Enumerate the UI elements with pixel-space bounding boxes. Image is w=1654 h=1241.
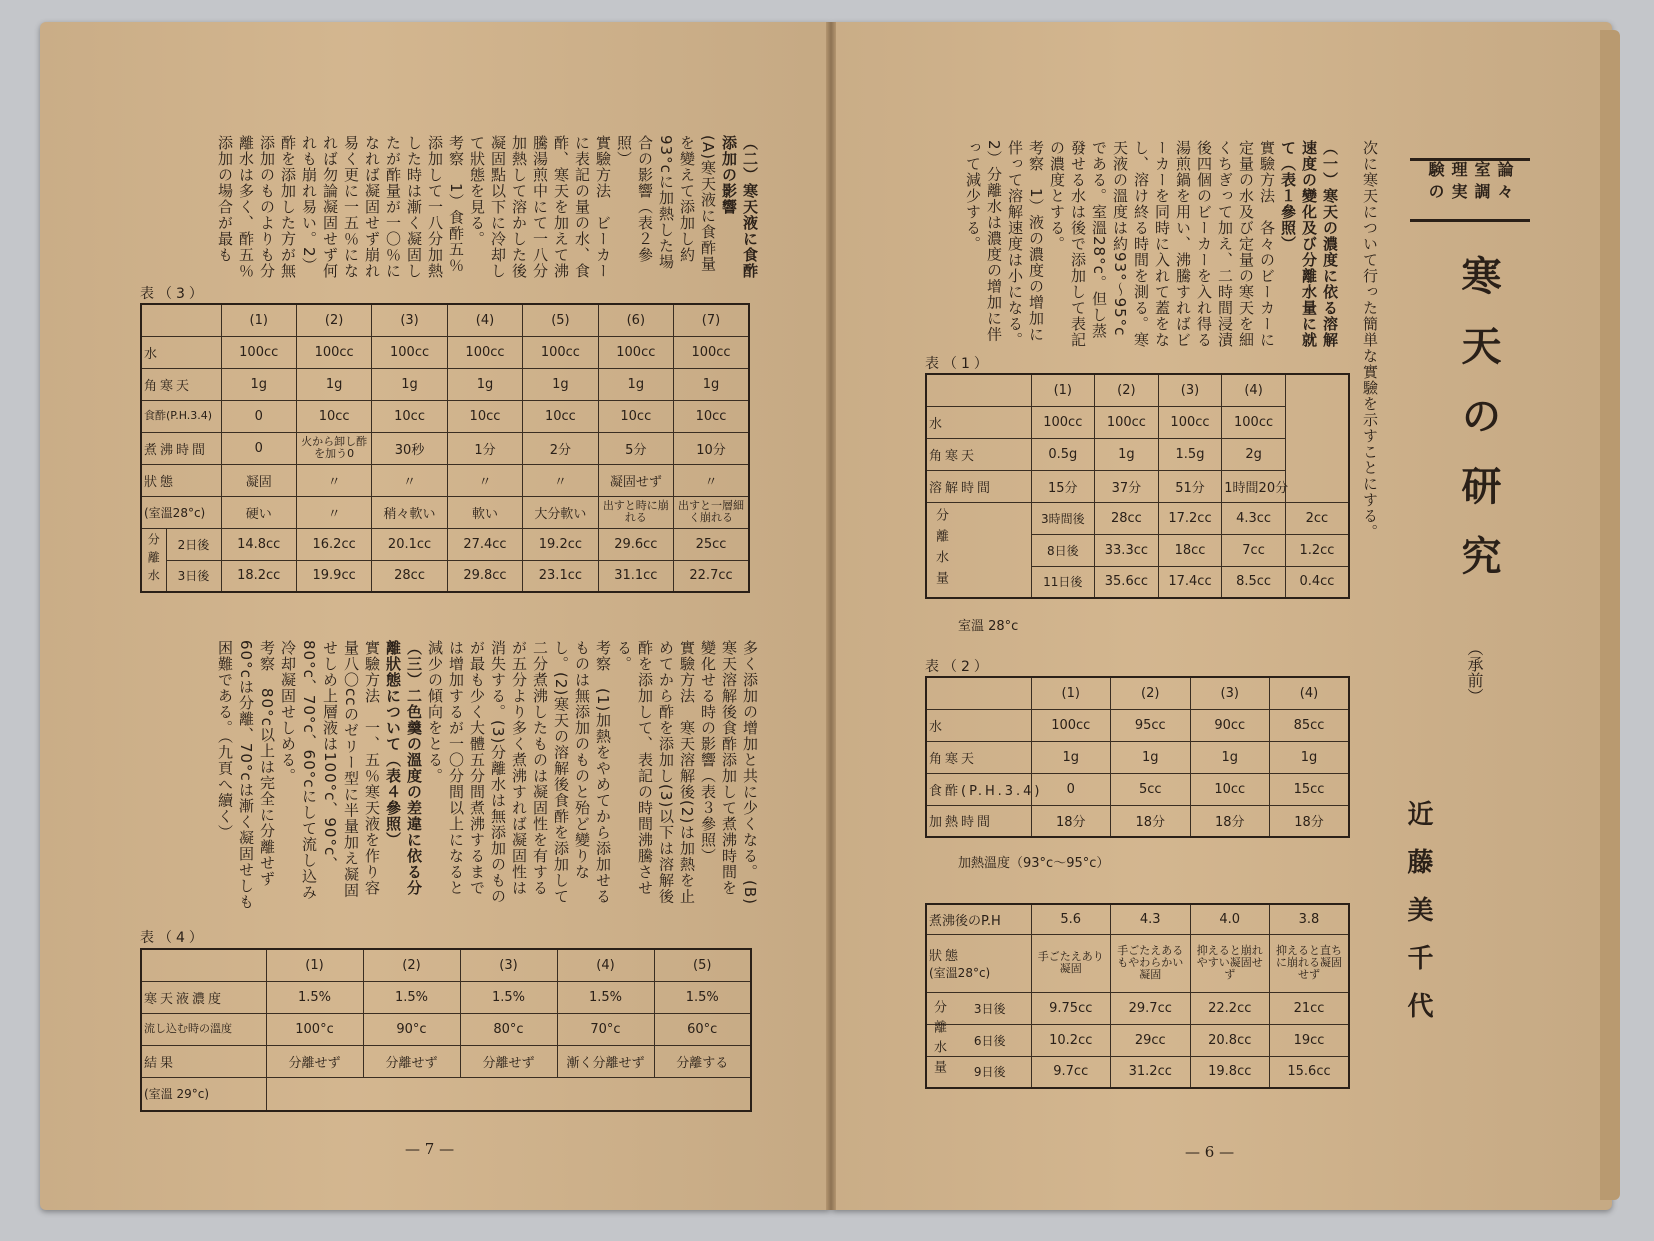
row-sublabel: 6日後 <box>973 1033 1006 1048</box>
table-cell: 37分 <box>1095 470 1159 502</box>
column-header: (3) <box>1158 374 1222 406</box>
table-cell: 手ごたえあり凝固 <box>1031 934 1111 992</box>
column-header: (4) <box>1222 374 1286 406</box>
table-cell: 31.1cc <box>598 560 673 592</box>
table-cell: 2cc <box>1285 502 1349 534</box>
table-cell: 21cc <box>1270 992 1350 1024</box>
table-cell: 1g <box>1031 741 1111 773</box>
table-cell: 抑えると崩れやすい凝固せず <box>1190 934 1270 992</box>
table-row <box>926 1024 1349 1056</box>
table-cell: 10cc <box>447 400 522 432</box>
table-cell: 出すと時に崩れる <box>598 496 673 528</box>
table-cell: 1g <box>1270 741 1350 773</box>
row-label: 流し込む時の溫度 <box>141 1013 266 1045</box>
table-cell: 100cc <box>296 336 371 368</box>
section2-intro: (A)寒天液に食酢量を變えて添加し約93°cに加熱した場合の影響（表２參照） <box>615 135 717 272</box>
column-header: (4) <box>1270 677 1350 709</box>
row-label: 加熱時間 <box>926 805 1031 837</box>
table-row <box>926 470 1349 502</box>
row-label: 水 <box>926 709 1031 741</box>
table-cell: 100cc <box>1158 406 1222 438</box>
table-row <box>141 1077 751 1111</box>
table-cell: 18cc <box>1158 534 1222 566</box>
column-header: (3) <box>460 949 557 981</box>
table-row <box>926 773 1349 805</box>
table-cell: 1.5% <box>363 981 460 1013</box>
table-cell: 18分 <box>1111 805 1191 837</box>
table-cell: 硬い <box>221 496 296 528</box>
table-cell: 100cc <box>447 336 522 368</box>
table-cell: 4.3 <box>1111 904 1191 934</box>
table-cell: 25cc <box>674 528 749 560</box>
table-cell: 10分 <box>674 432 749 464</box>
table-cell: 1.2cc <box>1285 534 1349 566</box>
column-header: (4) <box>447 304 522 336</box>
section1-text <box>920 140 1340 350</box>
table-cell: 凝固 <box>221 464 296 496</box>
table-cell: 15cc <box>1270 773 1350 805</box>
table-cell: 18分 <box>1270 805 1350 837</box>
table-cell: 10cc <box>674 400 749 432</box>
column-header: (2) <box>363 949 460 981</box>
row-label: 水 <box>141 336 221 368</box>
row-label: 角寒天 <box>926 438 1031 470</box>
section2-text <box>138 135 760 280</box>
table-cell: 10cc <box>372 400 447 432</box>
section3-observation: 考察 80°c以上は完全に分離せず60°cは分離、70°cは漸く凝固せしも困難である。（九頁へ續く） <box>216 640 276 910</box>
row-label: 角寒天 <box>926 741 1031 773</box>
table-cell: 17.2cc <box>1158 502 1222 534</box>
para-b-intro: 多く添加の增加と共に少くなる。(B)寒天溶解後食酢添加して煮沸時間を變化せる時の影響（表３參照） <box>699 640 759 905</box>
table-cell: 35.6cc <box>1095 566 1159 598</box>
table-cell: 19.9cc <box>296 560 371 592</box>
table-cell: 100cc <box>674 336 749 368</box>
table-cell: 0 <box>221 400 296 432</box>
table-cell: 1時間20分 <box>1222 470 1286 502</box>
row-label <box>926 502 1031 598</box>
table-cell: 10.2cc <box>1031 1024 1111 1056</box>
table-cell: 23.1cc <box>523 560 598 592</box>
row-label: 煮沸時間 <box>141 432 221 464</box>
table-row <box>141 368 749 400</box>
state-sublabel: (室溫28°c) <box>929 966 991 980</box>
table-row <box>926 934 1349 992</box>
table-row <box>141 336 749 368</box>
table-cell: 出すと一層細く崩れる <box>674 496 749 528</box>
column-header: (2) <box>1095 374 1159 406</box>
page-number-left: — 7 — <box>405 1140 455 1158</box>
table-cell: 〃 <box>447 464 522 496</box>
table-cell: 29.7cc <box>1111 992 1191 1024</box>
table-cell: 5.6 <box>1031 904 1111 934</box>
table-cell: 1.5g <box>1158 438 1222 470</box>
table-cell: 85cc <box>1270 709 1350 741</box>
page-number-right: — 6 — <box>1185 1143 1235 1161</box>
table-cell: 分離せず <box>363 1045 460 1077</box>
table-row <box>926 992 1349 1024</box>
author-name: 近藤美千代 <box>1403 800 1433 1040</box>
section3-method: 實驗方法 一、五％寒天液を作り容量八〇ccのゼリー型に半量加え凝固せしめ上層液は100°c、90°c、80°c、70°c、60°cにして流し込み冷却凝固せしめる。 <box>279 640 381 901</box>
table-row <box>141 1013 751 1045</box>
table-row <box>141 560 749 592</box>
book-gutter <box>826 22 836 1210</box>
state-label: 狀態 <box>929 949 962 964</box>
row-label: 溶解時間 <box>926 470 1031 502</box>
row-label: 寒天液濃度 <box>141 981 266 1013</box>
table-cell: 100cc <box>1222 406 1286 438</box>
table-cell: 1g <box>221 368 296 400</box>
table-row <box>141 1045 751 1077</box>
table-row <box>141 528 749 560</box>
table-cell: 2g <box>1222 438 1286 470</box>
row-label <box>926 934 1031 992</box>
column-header: (1) <box>221 304 296 336</box>
table-cell: 18.2cc <box>221 560 296 592</box>
table-cell: 100cc <box>1095 406 1159 438</box>
column-header: (2) <box>296 304 371 336</box>
column-header: (1) <box>266 949 363 981</box>
section1-heading: （一）寒天の濃度に依る溶解速度の變化及び分離水量に就て（表１參照） <box>1279 140 1339 348</box>
separation-label: 分離水量 <box>933 507 948 592</box>
table-cell: 19.8cc <box>1190 1056 1270 1088</box>
article-title: 寒天の研究 <box>1455 255 1501 605</box>
table-cell: 凝固せず <box>598 464 673 496</box>
table-row <box>926 904 1349 934</box>
para-b-method: 實驗方法 寒天溶解後(2)は加熱を止めてから酢を添加し(3)以下は溶解後酢を添加して、表記の時間沸騰させる。 <box>615 640 696 905</box>
table-cell: 1.5% <box>557 981 654 1013</box>
table-row <box>141 432 749 464</box>
table-cell: 100cc <box>1031 709 1111 741</box>
table1-note: 室溫 28°c <box>958 619 1019 634</box>
table-cell: 22.2cc <box>1190 992 1270 1024</box>
row-label: 食酢(P.H.3.4) <box>926 773 1031 805</box>
table-row <box>926 406 1349 438</box>
table-row <box>926 741 1349 773</box>
table-cell: 70°c <box>557 1013 654 1045</box>
table-cell: 90cc <box>1190 709 1270 741</box>
table-cell: 20.8cc <box>1190 1024 1270 1056</box>
row-sublabel: 8日後 <box>1031 534 1095 566</box>
row-sublabel: 3時間後 <box>1031 502 1095 534</box>
table-cell: 10cc <box>598 400 673 432</box>
table2-caption: 表（2） <box>925 659 992 675</box>
table-cell: 18分 <box>1031 805 1111 837</box>
table-cell: 1.5% <box>654 981 751 1013</box>
table-cell: 1g <box>447 368 522 400</box>
table-cell: 100cc <box>598 336 673 368</box>
table2-note: 加熱溫度（93°c〜95°c） <box>958 856 1110 871</box>
column-header: (5) <box>654 949 751 981</box>
table-cell: 1g <box>1111 741 1191 773</box>
table-cell: 火から卸し酢を加う0 <box>296 432 371 464</box>
table-cell: 10cc <box>523 400 598 432</box>
table-row <box>926 709 1349 741</box>
table-cell: 分離せず <box>460 1045 557 1077</box>
intro-text: 次に寒天について行った簡単な實驗を示すことにする。 <box>1361 140 1379 540</box>
table-cell: 28cc <box>372 560 447 592</box>
table-row <box>926 1056 1349 1088</box>
column-header <box>926 677 1031 709</box>
column-header: (1) <box>1031 374 1095 406</box>
table-cell: 90°c <box>363 1013 460 1045</box>
table-cell: 0 <box>221 432 296 464</box>
column-header <box>141 304 221 336</box>
row-label: 角寒天 <box>141 368 221 400</box>
table-cell: 100cc <box>1031 406 1095 438</box>
table-row <box>141 496 749 528</box>
table-cell: 〃 <box>296 464 371 496</box>
table-row <box>141 464 749 496</box>
table-cell: 1g <box>523 368 598 400</box>
section3-text <box>138 640 760 910</box>
table-cell: 1g <box>1095 438 1159 470</box>
series-label: 論々室調理実験の <box>1410 158 1530 222</box>
row-sublabel: 11日後 <box>1031 566 1095 598</box>
table-cell: 1g <box>674 368 749 400</box>
table4 <box>140 948 752 1112</box>
table-cell: 4.0 <box>1190 904 1270 934</box>
section2-observation: 考察 1）食酢五％添加して一八分加熱した時は漸く凝固したが酢量が一〇％になれば凝固せず崩れ易く更に一五％になれば勿論凝固せず何れも崩れ易い。2）酢を添加した方が無添加のものよりも分離水は多く、酢五％添加の場合が最も <box>216 135 465 279</box>
table-cell: 9.7cc <box>1031 1056 1111 1088</box>
section3-heading: （三）二色羹の溫度の差違に依る分離狀態について（表４參照） <box>384 640 423 896</box>
table-cell: 4.3cc <box>1222 502 1286 534</box>
table-row <box>926 677 1349 709</box>
row-label: 結果 <box>141 1045 266 1077</box>
section1-method: 實驗方法 各々のビーカーに定量の水及び定量の寒天を細くちぎって加え、二時間浸漬後四個のビーカーを入れ得る湯煎鍋を用い、沸騰すればビーカーを同時に入れて蓋をなし、溶け終る時間を測る。寒天液の溫度は約93°〜95°cである。室溫28°c。但し蒸發せる水は後で添加して表記の濃度とする。 <box>1048 140 1276 348</box>
page-edge <box>1600 30 1620 1200</box>
table-cell: 27.4cc <box>447 528 522 560</box>
table-cell: 15.6cc <box>1270 1056 1350 1088</box>
table-cell: 30秒 <box>372 432 447 464</box>
table-cell: 分離する <box>654 1045 751 1077</box>
table-cell: 1g <box>296 368 371 400</box>
row-sublabel: 9日後 <box>973 1065 1006 1080</box>
table-cell: 手ごたえあるもやわらかい凝固 <box>1111 934 1191 992</box>
table-cell: 22.7cc <box>674 560 749 592</box>
table-cell: 〃 <box>674 464 749 496</box>
table-cell: 60°c <box>654 1013 751 1045</box>
table-cell: 分離せず <box>266 1045 363 1077</box>
table-cell: 1g <box>598 368 673 400</box>
table-cell: 10cc <box>1190 773 1270 805</box>
table-cell: 0.4cc <box>1285 566 1349 598</box>
table-cell: 大分軟い <box>523 496 598 528</box>
table-cell: 80°c <box>460 1013 557 1045</box>
table-cell: 20.1cc <box>372 528 447 560</box>
table-row <box>926 502 1349 534</box>
row-sublabel: 3日後 <box>973 1001 1006 1016</box>
table-cell: 1g <box>372 368 447 400</box>
table-cell: 19.2cc <box>523 528 598 560</box>
row-label: 食酢(P.H.3.4) <box>141 400 221 432</box>
table-cell: 17.4cc <box>1158 566 1222 598</box>
separation-label: 分離水量 <box>931 1000 946 1080</box>
section2-heading: （二）寒天液に食酢添加の影響 <box>720 135 759 279</box>
table-cell: 0.5g <box>1031 438 1095 470</box>
table3-continued <box>925 903 1350 1089</box>
table2 <box>925 676 1350 838</box>
table-cell: 稍々軟い <box>372 496 447 528</box>
article-subtitle: （承前） <box>1465 640 1484 704</box>
column-header: (3) <box>372 304 447 336</box>
column-header <box>141 949 266 981</box>
table-cell: 51分 <box>1158 470 1222 502</box>
table-cell: 8.5cc <box>1222 566 1286 598</box>
table-cell: 抑えると直ちに崩れる凝固せず <box>1270 934 1350 992</box>
separation-label: 分離水 <box>141 528 166 592</box>
table-row <box>141 304 749 336</box>
table-row <box>141 981 751 1013</box>
para-b-observation: 考察 (1)加熱をやめてから添加せるものは無添加のものと殆ど變りなし。(2)寒天の溶解後食酢を添加して二分煮沸したものは凝固性を有するが五分より多く煮沸すれば凝固性は消失する。(3)分離水は無添加のものが最も少く大體五分間煮沸するまでは增加するが一〇分間以上になると減少の傾向をとる。 <box>426 640 612 905</box>
table-cell: 漸く分離せず <box>557 1045 654 1077</box>
table-cell: 10cc <box>296 400 371 432</box>
row-sublabel: 2日後 <box>166 528 221 560</box>
table-cell: 100°c <box>266 1013 363 1045</box>
table-cell: 14.8cc <box>221 528 296 560</box>
table-cell: 100cc <box>372 336 447 368</box>
table-row <box>141 949 751 981</box>
table3-caption: 表（3） <box>140 286 207 302</box>
table-row <box>926 805 1349 837</box>
table-note: (室溫 29°c) <box>141 1077 266 1111</box>
table-cell: 1.5% <box>460 981 557 1013</box>
row-label: 狀態 <box>141 464 221 496</box>
table-cell: 1分 <box>447 432 522 464</box>
table-row <box>141 400 749 432</box>
table-cell: 5cc <box>1111 773 1191 805</box>
column-header: (5) <box>523 304 598 336</box>
section1-observation: 考察 1）液の濃度の增加に伴って溶解速度は小になる。2）分離水は濃度の增加に伴って減少する。 <box>964 140 1045 348</box>
table-cell: 100cc <box>523 336 598 368</box>
table-cell: 29.6cc <box>598 528 673 560</box>
column-header: (6) <box>598 304 673 336</box>
column-header: (1) <box>1031 677 1111 709</box>
table3 <box>140 303 750 593</box>
table-cell: 29.8cc <box>447 560 522 592</box>
row-label: 煮沸後のP.H <box>926 904 1031 934</box>
table-cell: 1g <box>1190 741 1270 773</box>
table-cell: 33.3cc <box>1095 534 1159 566</box>
table-cell: 〃 <box>372 464 447 496</box>
row-label: 水 <box>926 406 1031 438</box>
table-cell: 29cc <box>1111 1024 1191 1056</box>
table-cell: 〃 <box>523 464 598 496</box>
table-cell: 〃 <box>296 496 371 528</box>
table-cell: 18分 <box>1190 805 1270 837</box>
table-cell: 9.75cc <box>1031 992 1111 1024</box>
table-cell: 19cc <box>1270 1024 1350 1056</box>
table-cell: 28cc <box>1095 502 1159 534</box>
table-cell: 5分 <box>598 432 673 464</box>
table1-caption: 表（1） <box>925 356 992 372</box>
table4-caption: 表（4） <box>140 930 207 946</box>
column-header: (7) <box>674 304 749 336</box>
table-row <box>926 374 1349 406</box>
column-header: (3) <box>1190 677 1270 709</box>
column-header: (2) <box>1111 677 1191 709</box>
table1 <box>925 373 1350 599</box>
table-cell: 7cc <box>1222 534 1286 566</box>
row-sublabel: 3日後 <box>166 560 221 592</box>
table-cell: 3.8 <box>1270 904 1350 934</box>
column-header <box>926 374 1031 406</box>
table-cell: 軟い <box>447 496 522 528</box>
table-cell: 100cc <box>221 336 296 368</box>
table-row <box>926 438 1349 470</box>
table-cell: 16.2cc <box>296 528 371 560</box>
section2-method: 實驗方法 ビーカーに表記の量の水、食酢、寒天を加えて沸騰湯煎中にて一八分加熱して溶かした後凝固點以下に冷却して狀態を見る。 <box>468 135 612 279</box>
table-cell: 31.2cc <box>1111 1056 1191 1088</box>
table-cell: 2分 <box>523 432 598 464</box>
table-cell: 0 <box>1031 773 1111 805</box>
table-cell: 1.5% <box>266 981 363 1013</box>
column-header: (4) <box>557 949 654 981</box>
table-cell: 15分 <box>1031 470 1095 502</box>
row-label: (室溫28°c) <box>141 496 221 528</box>
table-cell: 95cc <box>1111 709 1191 741</box>
table-cell <box>266 1077 751 1111</box>
